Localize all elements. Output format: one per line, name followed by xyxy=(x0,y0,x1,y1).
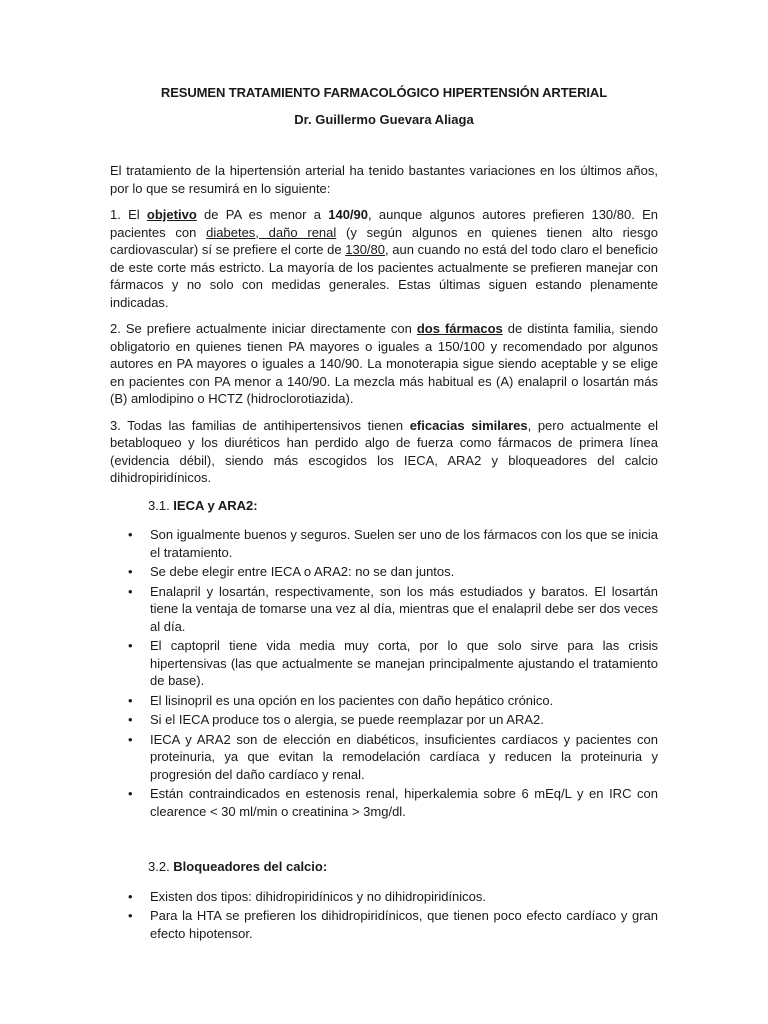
p3-eficacias: eficacias similares xyxy=(409,417,528,433)
list-item xyxy=(110,563,658,581)
list-item xyxy=(110,731,658,784)
list-item xyxy=(110,711,658,729)
bullet-icon: • xyxy=(128,583,133,599)
section-3-1-list xyxy=(110,526,658,820)
p3-text-b: , pero actualmente el betabloqueo y los diuréticos han perdido algo de fuerza como fármacos de primera línea (evidencia débil), siendo más escogidos los IECA, ARA2 y bloqueadores del calcio dihidropiridínicos. xyxy=(110,417,659,485)
p1-text-a: 1. El xyxy=(110,207,147,222)
p2-text-b: de distinta familia, siendo obligatorio en quienes tienen PA mayores o iguales a 150/100 y recomendado por algunos autores en PA mayores o iguales a 140/90. La monoterapia sigue siendo aceptable y se elige en pacientes con PA menor a 140/90. La mezcla más habitual es (A) enalapril o losartán más (B) amlodipino o HCTZ (hidroclorotiazida). xyxy=(110,321,658,406)
document-page xyxy=(110,84,658,954)
list-item-text: Están contraindicados en estenosis renal, hiperkalemia sobre 6 mEq/L y en IRC con clearence < 30 ml/min o creatinina > 3mg/dl. xyxy=(150,786,658,819)
list-item xyxy=(110,526,658,561)
section-3-2-list xyxy=(110,888,658,943)
bullet-icon: • xyxy=(128,908,133,923)
p2-text-a: 2. Se prefiere actualmente iniciar directamente con xyxy=(110,321,417,336)
section-3-1-heading xyxy=(148,497,658,515)
bullet-icon: • xyxy=(128,527,133,542)
paragraph-2 xyxy=(110,320,658,408)
list-item xyxy=(110,785,658,820)
p1-text-b: de PA es menor a xyxy=(196,207,329,222)
list-item-text: Para la HTA se prefieren los dihidropiridínicos, que tienen poco efecto cardíaco y gran efecto hipotensor. xyxy=(150,908,658,941)
p2-dos-farmacos: dos fármacos xyxy=(416,321,503,336)
list-item-text: Son igualmente buenos y seguros. Suelen ser uno de los fármacos con los que se inicia el tratamiento. xyxy=(150,527,658,560)
list-item xyxy=(110,907,658,942)
p1-cut: 130/80 xyxy=(345,242,385,257)
bullet-icon: • xyxy=(128,888,133,904)
list-item-text: Enalapril y losartán, respectivamente, son los más estudiados y baratos. El losartán tiene la ventaja de tomarse una vez al día, mientras que el enalapril debe ser dos veces al día. xyxy=(150,583,658,634)
list-item xyxy=(110,583,658,636)
list-item xyxy=(110,888,658,906)
p1-conditions: diabetes, daño renal xyxy=(206,224,337,240)
section-3-1-title: IECA y ARA2: xyxy=(173,497,258,513)
list-item-text: IECA y ARA2 son de elección en diabéticos, insuficientes cardíacos y pacientes con proteinuria, ya que evitan la remodelación cardíaca y reducen la proteinuria y progresión del daño cardíaco y renal. xyxy=(150,731,658,782)
bullet-icon: • xyxy=(128,638,133,653)
list-item-text: Si el IECA produce tos o alergia, se puede reemplazar por un ARA2. xyxy=(150,712,544,727)
list-item-text: El captopril tiene vida media muy corta, por lo que solo sirve para las crisis hipertensivas (las que actualmente se manejan principalmente ajustando el tratamiento de base). xyxy=(150,638,658,688)
section-3-2-title: Bloqueadores del calcio: xyxy=(173,859,328,874)
bullet-icon: • xyxy=(128,712,133,727)
p1-value: 140/90 xyxy=(328,207,368,222)
intro-paragraph: El tratamiento de la hipertensión arterial ha tenido bastantes variaciones en los últimos años, por lo que se resumirá en lo siguiente: xyxy=(110,163,658,196)
p1-text-c: , aunque algunos autores prefieren 130/80. En pacientes con xyxy=(110,207,659,240)
paragraph-1 xyxy=(110,206,658,311)
bullet-icon: • xyxy=(128,692,133,708)
list-item-text: Se debe elegir entre IECA o ARA2: no se dan juntos. xyxy=(150,564,455,579)
section-3-2-number: 3.2. xyxy=(148,859,174,874)
bullet-icon: • xyxy=(128,731,133,747)
p1-objetivo: objetivo xyxy=(146,207,197,222)
bullet-icon: • xyxy=(128,564,133,579)
p1-text-e: , aun cuando no está del todo claro el beneficio de este corte más estricto. La mayoría de los pacientes actualmente se prefieren manejar con fármacos y no solo con medidas generales. Estas últimas siguen estando plenamente indicadas. xyxy=(110,242,658,310)
section-3-2-heading xyxy=(148,858,658,876)
list-item-text: El lisinopril es una opción en los pacientes con daño hepático crónico. xyxy=(150,692,554,708)
paragraph-3 xyxy=(110,417,658,487)
list-item-text: Existen dos tipos: dihidropiridínicos y no dihidropiridínicos. xyxy=(150,888,487,904)
section-gap xyxy=(110,832,658,848)
bullet-icon: • xyxy=(128,786,133,801)
document-title: RESUMEN TRATAMIENTO FARMACOLÓGICO HIPERTENSIÓN ARTERIAL xyxy=(160,85,608,100)
p3-text-a: 3. Todas las familias de antihipertensivos tienen xyxy=(110,417,410,433)
p1-text-d: (y según algunos en quienes tienen alto riesgo cardiovascular) sí se prefiere el corte de xyxy=(110,224,658,257)
list-item xyxy=(110,692,658,710)
section-3-1-number: 3.1. xyxy=(148,497,174,513)
document-author: Dr. Guillermo Guevara Aliaga xyxy=(294,111,474,127)
list-item xyxy=(110,637,658,690)
